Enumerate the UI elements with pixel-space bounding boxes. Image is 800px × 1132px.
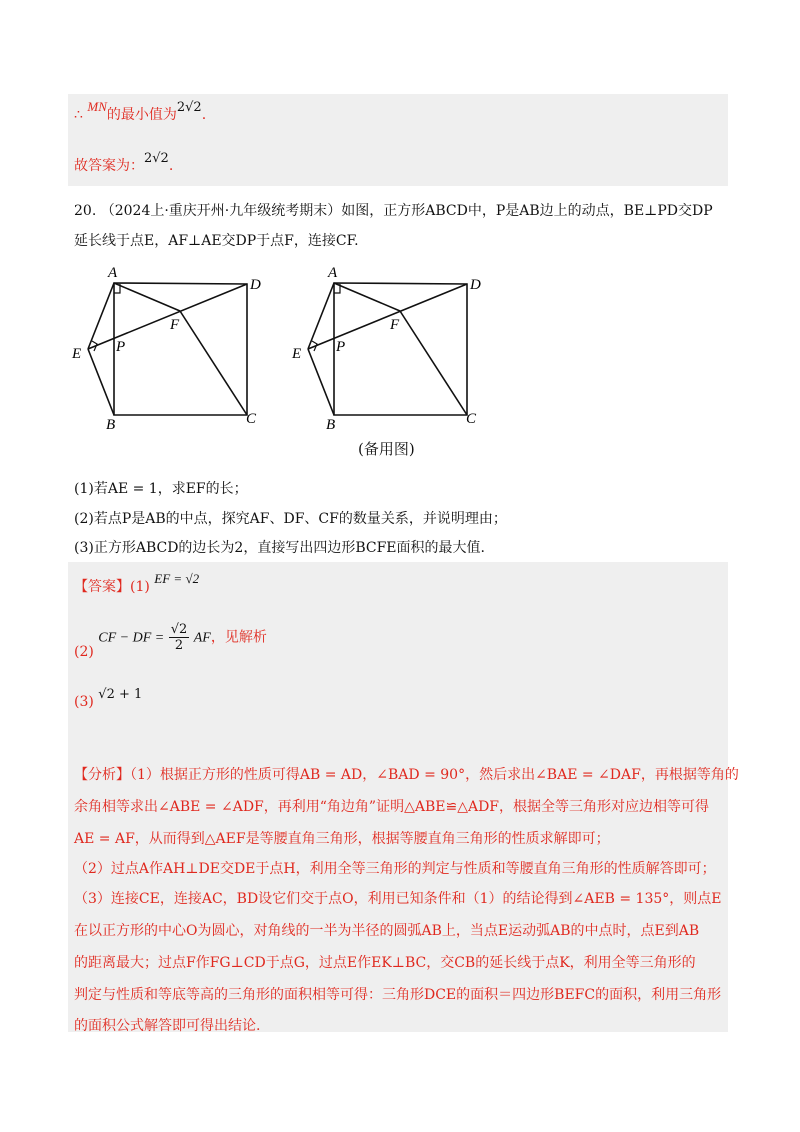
question-3: (3)正方形ABCD的边长为2，直接写出四边形BCFE面积的最大值. — [74, 540, 485, 556]
analysis-line-4: （3）连接CE，连接AC，BD设它们交于点O，利用已知条件和（1）的结论得到∠AEB = 135°，则点E — [74, 891, 722, 907]
fig2-label-a: A — [328, 265, 338, 281]
fig2-label-e: E — [292, 346, 302, 362]
fig1-label-e: E — [72, 346, 82, 362]
mn-var: MN — [87, 99, 107, 114]
analysis-line-3: （2）过点A作AH⊥DE交DE于点H，利用全等三角形的判定与性质和等腰直角三角形的性质解答即可； — [74, 861, 716, 877]
question-1: (1)若AE = 1，求EF的长； — [74, 481, 248, 497]
fig2-label-f: F — [390, 317, 400, 333]
answer-3: (3) √2 + 1 — [74, 687, 143, 710]
fig1-label-a: A — [108, 265, 118, 281]
answer-1: 【答案】(1) EF = √2 — [74, 571, 200, 595]
fig1-label-d: D — [250, 277, 261, 293]
analysis-line-5: 在以正方形的中心O为圆心，对角线的一半为半径的圆弧AB上，当点E运动弧AB的中点时，点E到AB — [74, 923, 700, 939]
fig2-label-d: D — [470, 277, 481, 293]
fig2-label-b: B — [326, 417, 336, 433]
fig1-label-b: B — [106, 417, 116, 433]
prev-answer-line2: 故答案为：2√2. — [74, 151, 174, 174]
figure-main — [70, 265, 270, 435]
analysis-line-0: 【分析】（1）根据正方形的性质可得AB = AD，∠BAD = 90°，然后求出∠BAE = ∠DAF，再根据等角的 — [74, 767, 739, 783]
problem-stem-line2: 延长线于点E，AF⊥AE交DP于点F，连接CF. — [74, 233, 359, 249]
fig1-label-p: P — [116, 339, 126, 355]
analysis-line-6: 的距离最大；过点F作FG⊥CD于点G，过点E作EK⊥BC，交CB的延长线于点K，利用全等三角形的 — [74, 955, 696, 971]
fig2-label-c: C — [466, 411, 477, 427]
analysis-line-2: AE = AF，从而得到△AEF是等腰直角三角形，根据等腰直角三角形的性质求解即可； — [74, 831, 610, 847]
analysis-line-1: 余角相等求出∠ABE = ∠ADF，再利用“角边角”证明△ABE≌△ADF，根据全等三角形对应边相等可得 — [74, 799, 710, 815]
prev-answer-line1: ∴ MN的最小值为2√2. — [74, 99, 207, 123]
fig1-label-f: F — [170, 317, 180, 333]
analysis-line-8: 的面积公式解答即可得出结论. — [74, 1018, 261, 1034]
a2-fraction: $\frac{√2}{2}$ — [170, 622, 188, 653]
figure-backup — [290, 265, 490, 435]
problem-stem-line1: 20. （2024上·重庆开州·九年级统考期末）如图，正方形ABCD中，P是AB边上的动点，BE⊥PD交DP — [74, 203, 713, 219]
fig1-label-c: C — [246, 411, 257, 427]
analysis-line-7: 判定与性质和等底等高的三角形的面积相等可得：三角形DCE的面积＝四边形BEFC的面积，利用三角形 — [74, 987, 722, 1003]
answer-2: (2) CF − DF = $\frac{√2}{2}$ AF，见解析 — [74, 622, 267, 660]
fig2-label-p: P — [336, 339, 346, 355]
figure-caption: (备用图) — [358, 440, 415, 458]
question-2: (2)若点P是AB的中点，探究AF、DF、CF的数量关系，并说明理由； — [74, 511, 507, 527]
